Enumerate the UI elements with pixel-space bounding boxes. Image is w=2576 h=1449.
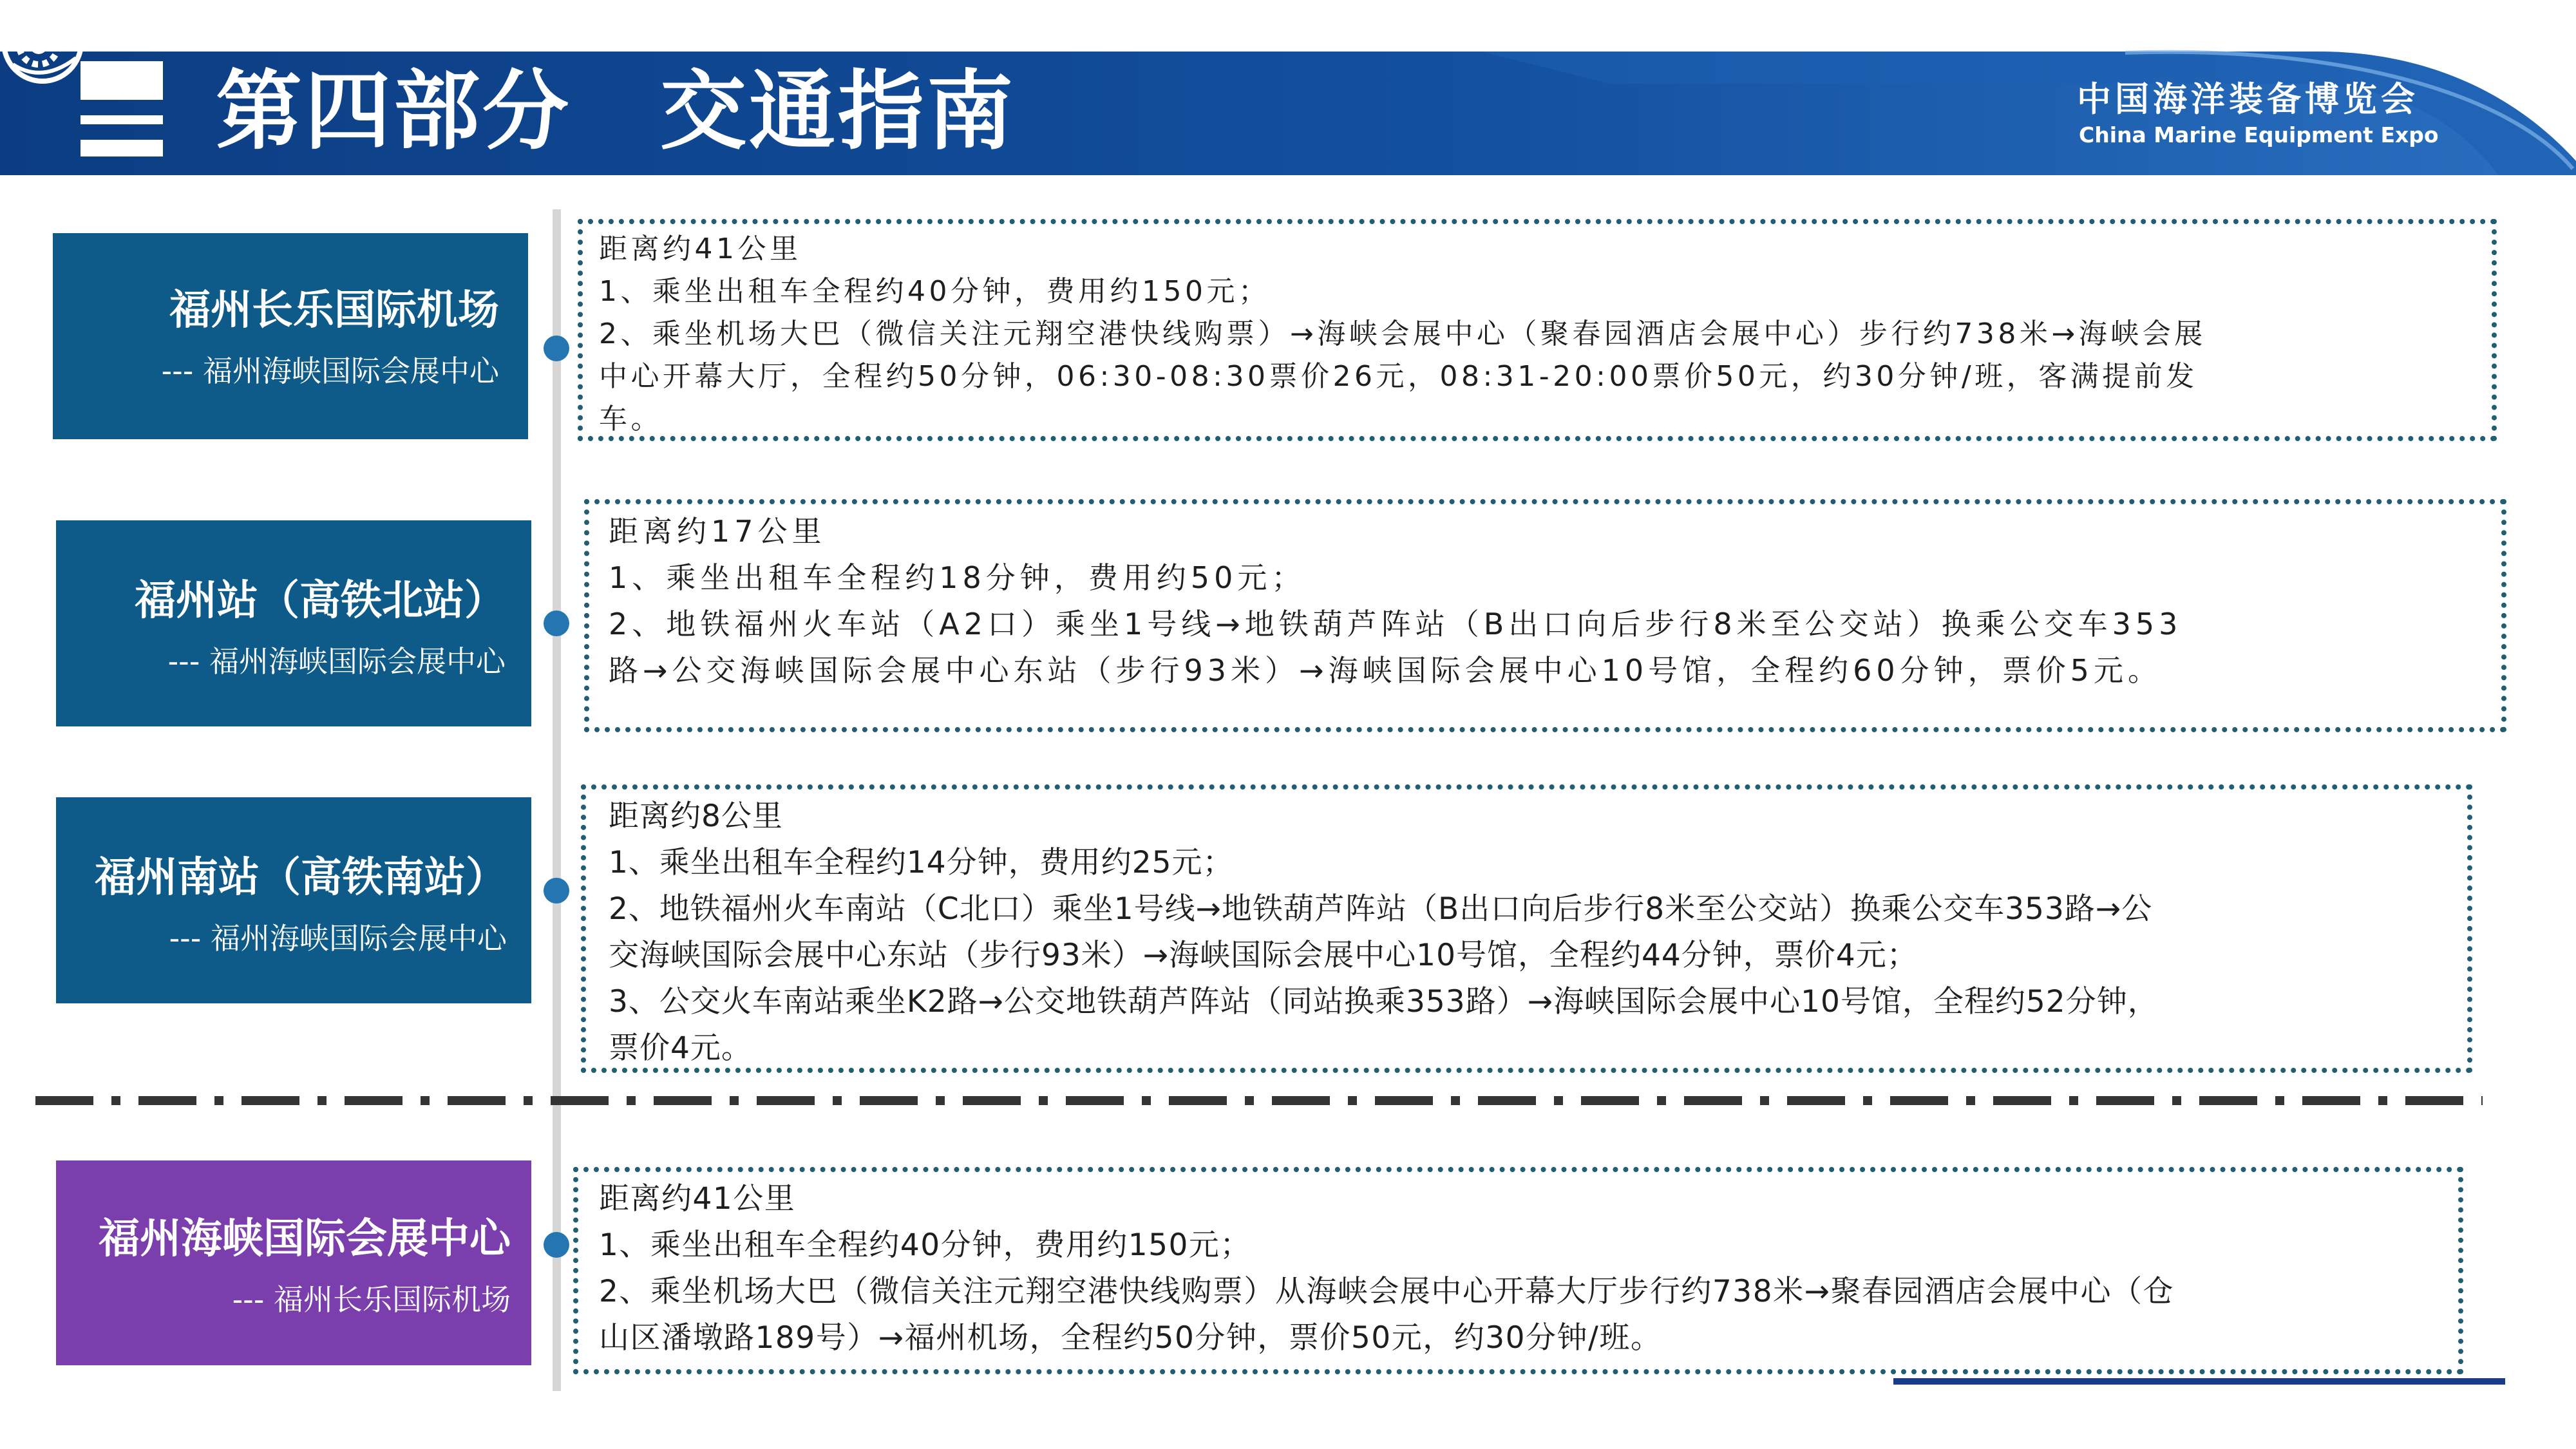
route-origin: 福州海峡国际会展中心 xyxy=(99,1215,511,1263)
route-label-north-station xyxy=(56,520,531,726)
menu-icon xyxy=(80,61,163,156)
route-label-south-station xyxy=(56,797,531,1003)
info-line: 距离约41公里 xyxy=(599,232,802,265)
footer-accent-line xyxy=(1893,1378,2505,1385)
route-origin: 福州站（高铁北站） xyxy=(135,577,506,625)
logo-text-cn: 中国海洋装备博览会 xyxy=(2077,80,2419,119)
info-line: 票价4元。 xyxy=(609,1030,752,1066)
info-line: 山区潘墩路189号）→福州机场，全程约50分钟，票价50元，约30分钟/班。 xyxy=(599,1320,1662,1356)
route-destination: --- 福州海峡国际会展中心 xyxy=(169,921,507,956)
timeline-dot xyxy=(544,878,569,904)
route-origin: 福州长乐国际机场 xyxy=(169,287,499,334)
logo-gear-icon xyxy=(0,0,85,85)
info-line: 中心开幕大厅，全程约50分钟，06:30-08:30票价26元，08:31-20:00票价50元，约30分钟/班，客满提前发 xyxy=(599,360,2198,393)
info-line: 2、乘坐机场大巴（微信关注元翔空港快线购票）→海峡会展中心（聚春园酒店会展中心）步行约738米→海峡会展 xyxy=(599,317,2206,350)
info-line: 3、公交火车南站乘坐K2路→公交地铁葫芦阵站（同站换乘353路）→海峡国际会展中心10号馆，全程约52分钟， xyxy=(609,984,2159,1019)
info-line: 路→公交海峡国际会展中心东站（步行93米）→海峡国际会展中心10号馆，全程约60分钟，票价5元。 xyxy=(609,653,2162,688)
timeline-dot xyxy=(544,611,569,636)
route-label-expo-center xyxy=(56,1160,531,1365)
info-line: 距离约41公里 xyxy=(599,1181,796,1217)
route-destination: --- 福州长乐国际机场 xyxy=(232,1282,511,1317)
route-origin: 福州南站（高铁南站） xyxy=(95,854,507,902)
section-separator xyxy=(35,1096,2483,1105)
route-label-airport xyxy=(53,233,528,439)
info-line: 交海峡国际会展中心东站（步行93米）→海峡国际会展中心10号馆，全程约44分钟，票价4元； xyxy=(609,938,1918,973)
timeline-dot xyxy=(544,336,569,361)
info-line: 1、乘坐出租车全程约40分钟，费用约150元； xyxy=(599,275,1271,308)
logo-text-en: China Marine Equipment Expo xyxy=(2079,122,2439,147)
info-line: 1、乘坐出租车全程约14分钟，费用约25元； xyxy=(609,845,1234,880)
route-destination: --- 福州海峡国际会展中心 xyxy=(167,644,506,679)
info-line: 1、乘坐出租车全程约40分钟，费用约150元； xyxy=(599,1227,1251,1263)
header-banner xyxy=(0,0,2576,180)
timeline-line xyxy=(553,209,561,1391)
info-line: 距离约8公里 xyxy=(609,799,783,834)
info-line: 距离约17公里 xyxy=(609,514,826,549)
route-info-expo-center xyxy=(573,1167,2463,1374)
info-line: 车。 xyxy=(599,402,663,435)
route-info-airport xyxy=(578,219,2497,441)
route-info-south-station xyxy=(581,784,2472,1073)
timeline-dot xyxy=(544,1232,569,1258)
info-line: 1、乘坐出租车全程约18分钟，费用约50元； xyxy=(609,560,1306,595)
route-info-north-station xyxy=(584,499,2506,732)
route-destination: --- 福州海峡国际会展中心 xyxy=(161,354,499,388)
info-line: 2、乘坐机场大巴（微信关注元翔空港快线购票）从海峡会展中心开幕大厅步行约738米→聚春园酒店会展中心（仓 xyxy=(599,1274,2174,1309)
info-line: 2、地铁福州火车南站（C北口）乘坐1号线→地铁葫芦阵站（B出口向后步行8米至公交站）换乘公交车353路→公 xyxy=(609,891,2153,927)
info-line: 2、地铁福州火车站（A2口）乘坐1号线→地铁葫芦阵站（B出口向后步行8米至公交站）换乘公交车353 xyxy=(609,607,2183,641)
page-title: 第四部分 交通指南 xyxy=(216,61,1016,162)
